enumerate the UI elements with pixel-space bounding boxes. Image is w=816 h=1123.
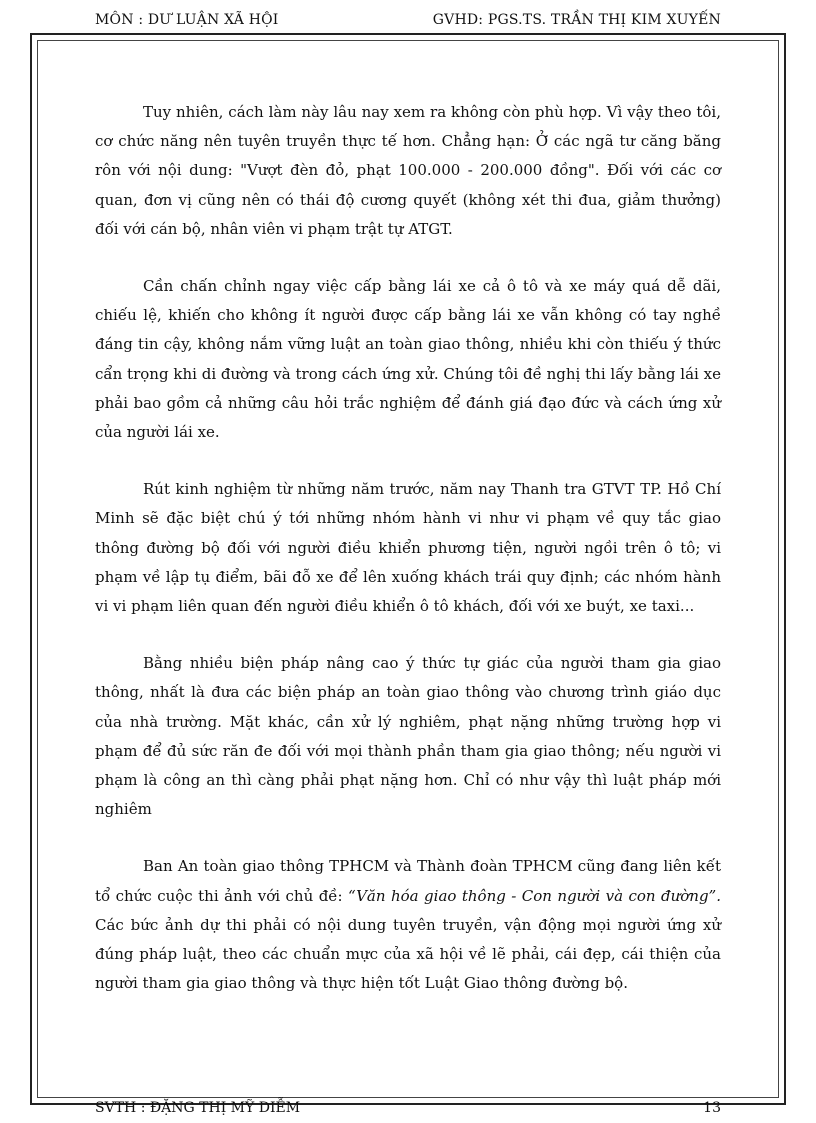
contest-theme-quote: “Văn hóa giao thông - Con người và con đường”.: [348, 886, 721, 905]
paragraph-3: Rút kinh nghiệm từ những năm trước, năm nay Thanh tra GTVT TP. Hồ Chí Minh sẽ đặc biệt chú ý tới những nhóm hành vi như vi phạm về quy tắc giao thông đường bộ đối với người điều khiển phương tiện, người ngồi trên ô tô; vi phạm về lập tụ điểm, bãi đỗ xe để lên xuống khách trái quy định; các nhóm hành vi vi phạm liên quan đến người điều khiển ô tô khách, đối với xe buýt, xe taxi...: [95, 480, 721, 616]
footer-student: SVTH : ĐẶNG THỊ MỸ DIỄM: [95, 1100, 301, 1116]
paragraph-5-lead: Ban An toàn giao thông TPHCM và Thành đoàn TPHCM cũng đang liên kết tổ chức cuộc thi ảnh với chủ đề:: [95, 857, 721, 905]
paragraph-1: Tuy nhiên, cách làm này lâu nay xem ra không còn phù hợp. Vì vậy theo tôi, cơ chức năng nên tuyên truyền thực tế hơn. Chẳng hạn: Ở các ngã tư căng băng rôn với nội dung: "Vượt đèn đỏ, phạt 100.000 - 200.000 đồng". Đối với các cơ quan, đơn vị cũng nên có thái độ cương quyết (không xét thi đua, giảm thưởng) đối với cán bộ, nhân viên vi phạm trật tự ATGT.: [95, 103, 721, 238]
header-course: MÔN : DƯ LUẬN XÃ HỘI: [95, 12, 279, 28]
page-footer: [95, 1100, 721, 1120]
page-number: 13: [703, 1100, 721, 1116]
body-text: [95, 98, 721, 1026]
paragraph-5-rest: Các bức ảnh dự thi phải có nội dung tuyên truyền, vận động mọi người ứng xử đúng pháp luật, theo các chuẩn mực của xã hội về lẽ phải, cái đẹp, cái thiện của người tham gia giao thông và thực hiện tốt Luật Giao thông đường bộ.: [95, 915, 721, 993]
page-header: [95, 12, 721, 32]
paragraph-2: Cần chấn chỉnh ngay việc cấp bằng lái xe cả ô tô và xe máy quá dễ dãi, chiếu lệ, khiến cho không ít người được cấp bằng lái xe vẫn không có tay nghề đáng tin cậy, không nắm vững luật an toàn giao thông, nhiều khi còn thiếu ý thức cẩn trọng khi di đường và trong cách ứng xử. Chúng tôi đề nghị thi lấy bằng lái xe phải bao gồm cả những câu hỏi trắc nghiệm để đánh giá đạo đức và cách ứng xử của người lái xe.: [95, 277, 721, 442]
paragraph-5: [95, 852, 721, 998]
paragraph-4: Bằng nhiều biện pháp nâng cao ý thức tự giác của người tham gia giao thông, nhất là đưa các biện pháp an toàn giao thông vào chương trình giáo dục của nhà trường. Mặt khác, cần xử lý nghiêm, phạt nặng những trường hợp vi phạm để đủ sức răn đe đối với mọi thành phần tham gia giao thông; nếu người vi phạm là công an thì càng phải phạt nặng hơn. Chỉ có như vậy thì luật pháp mới nghiêm: [95, 654, 721, 819]
header-instructor: GVHD: PGS.TS. TRẦN THỊ KIM XUYẾN: [432, 12, 721, 28]
